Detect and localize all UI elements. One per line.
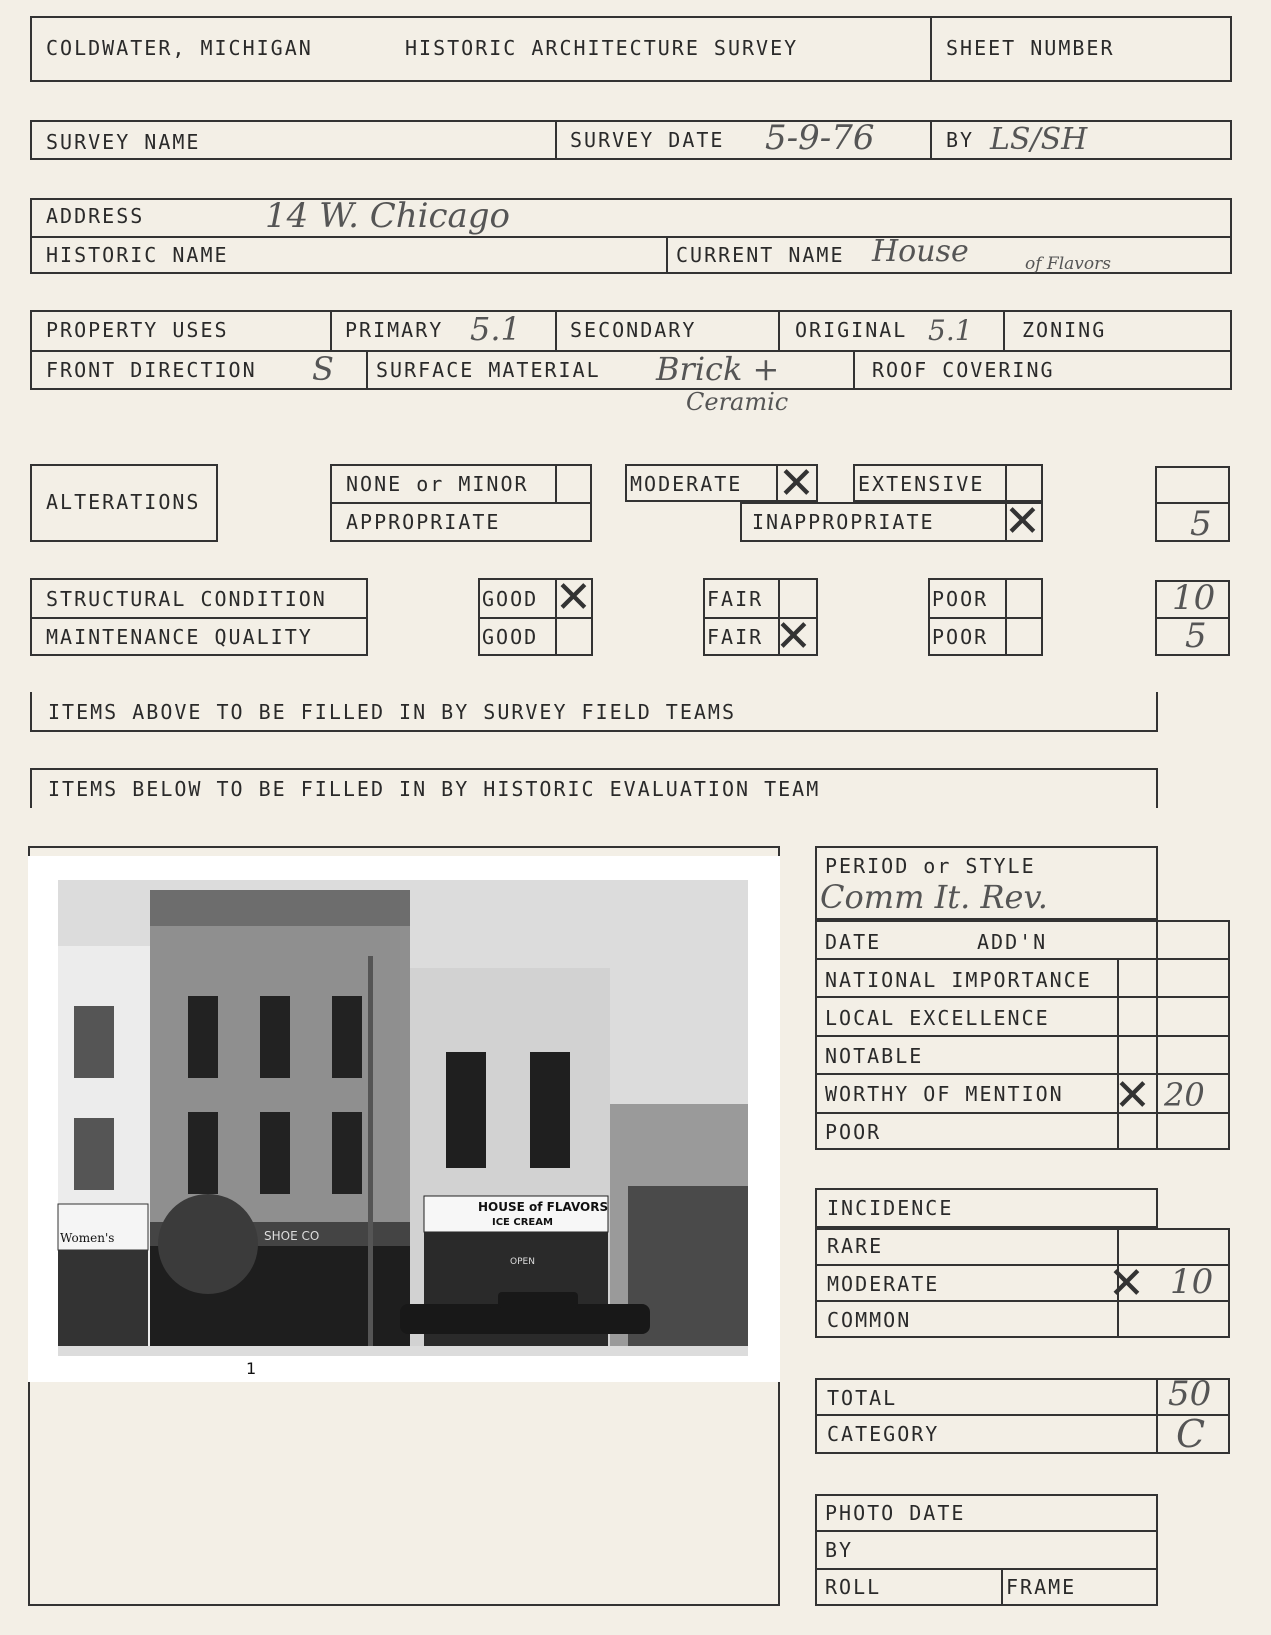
divider bbox=[815, 958, 1230, 960]
front-direction-value: S bbox=[312, 350, 334, 388]
divider bbox=[555, 464, 557, 502]
secondary-label: SECONDARY bbox=[570, 318, 697, 342]
store-sign-sub: ICE CREAM bbox=[492, 1217, 553, 1228]
alterations-label: ALTERATIONS bbox=[46, 490, 201, 514]
divider bbox=[815, 996, 1230, 998]
survey-date-label: SURVEY DATE bbox=[570, 128, 725, 152]
note-below: ITEMS BELOW TO BE FILLED IN BY HISTORIC EVALUATION TEAM bbox=[48, 777, 821, 801]
original-label: ORIGINAL bbox=[795, 318, 908, 342]
moderate-incidence-score: 10 bbox=[1170, 1262, 1214, 1302]
surface-material-value-2: Ceramic bbox=[686, 388, 789, 416]
maintenance-score: 5 bbox=[1185, 616, 1207, 656]
maintenance-fair-check: ✕ bbox=[775, 611, 812, 662]
moderate-option: MODERATE bbox=[630, 472, 743, 496]
open-sign: OPEN bbox=[510, 1257, 535, 1267]
divider bbox=[555, 310, 557, 350]
current-name-value: House bbox=[872, 234, 969, 269]
by-label: BY bbox=[946, 128, 975, 152]
divider bbox=[555, 120, 557, 160]
structural-good-option: GOOD bbox=[482, 587, 539, 611]
roll-label: ROLL bbox=[825, 1575, 882, 1599]
current-name-value-2: of Flavors bbox=[1025, 254, 1111, 274]
moderate-incidence-check: ✕ bbox=[1108, 1258, 1145, 1309]
survey-date-value: 5-9-76 bbox=[765, 118, 875, 158]
divider bbox=[930, 16, 932, 82]
divider bbox=[815, 1035, 1230, 1037]
divider bbox=[30, 617, 368, 619]
moderate-incidence-label: MODERATE bbox=[827, 1272, 940, 1296]
storefront-image bbox=[28, 856, 780, 1382]
period-style-value: Comm It. Rev. bbox=[820, 878, 1048, 916]
city-label: COLDWATER, MICHIGAN bbox=[46, 36, 313, 60]
sheet-number-label: SHEET NUMBER bbox=[946, 36, 1115, 60]
divider bbox=[30, 350, 1232, 352]
period-style-label: PERIOD or STYLE bbox=[825, 854, 1036, 878]
divider bbox=[815, 1414, 1230, 1416]
structural-fair-option: FAIR bbox=[707, 587, 764, 611]
divider bbox=[815, 1530, 1158, 1532]
maintenance-poor-option: POOR bbox=[932, 625, 989, 649]
survey-title: HISTORIC ARCHITECTURE SURVEY bbox=[405, 36, 799, 60]
address-label: ADDRESS bbox=[46, 204, 145, 228]
divider bbox=[815, 1568, 1158, 1570]
historic-name-label: HISTORIC NAME bbox=[46, 243, 229, 267]
survey-name-label: SURVEY NAME bbox=[46, 130, 201, 154]
moderate-check: ✕ bbox=[778, 458, 815, 509]
zoning-label: ZONING bbox=[1022, 318, 1107, 342]
divider bbox=[330, 502, 592, 504]
rare-label: RARE bbox=[827, 1234, 884, 1258]
by-value: LS/SH bbox=[990, 122, 1088, 157]
structural-poor-option: POOR bbox=[932, 587, 989, 611]
divider bbox=[366, 350, 368, 390]
front-direction-label: FRONT DIRECTION bbox=[46, 358, 257, 382]
divider bbox=[1005, 578, 1007, 656]
divider bbox=[1156, 1378, 1158, 1454]
local-excellence-label: LOCAL EXCELLENCE bbox=[825, 1006, 1050, 1030]
inappropriate-check: ✕ bbox=[1004, 496, 1041, 547]
maintenance-good-option: GOOD bbox=[482, 625, 539, 649]
store-sign: HOUSE of FLAVORS bbox=[478, 1200, 609, 1214]
divider bbox=[928, 617, 1043, 619]
frame-label: FRAME bbox=[1006, 1575, 1077, 1599]
photo-date-label: PHOTO DATE bbox=[825, 1501, 966, 1525]
building-photo bbox=[28, 856, 780, 1382]
structural-score: 10 bbox=[1172, 578, 1216, 618]
note-above: ITEMS ABOVE TO BE FILLED IN BY SURVEY FIELD TEAMS bbox=[48, 700, 737, 724]
roof-covering-label: ROOF COVERING bbox=[872, 358, 1055, 382]
divider bbox=[815, 1073, 1230, 1075]
original-value: 5.1 bbox=[928, 314, 973, 347]
extensive-option: EXTENSIVE bbox=[858, 472, 985, 496]
addn-label: ADD'N bbox=[977, 930, 1048, 954]
under-mark: 1 bbox=[246, 1359, 257, 1378]
inappropriate-option: INAPPROPRIATE bbox=[752, 510, 935, 534]
primary-label: PRIMARY bbox=[345, 318, 444, 342]
incidence-label: INCIDENCE bbox=[827, 1196, 954, 1220]
divider bbox=[1003, 310, 1005, 350]
structural-good-check: ✕ bbox=[555, 572, 592, 623]
none-minor-option: NONE or MINOR bbox=[346, 472, 529, 496]
category-value: C bbox=[1176, 1412, 1206, 1456]
primary-value: 5.1 bbox=[470, 310, 521, 348]
divider bbox=[815, 1264, 1230, 1266]
shop-sign: SHOE CO bbox=[264, 1229, 320, 1243]
structural-condition-label: STRUCTURAL CONDITION bbox=[46, 587, 327, 611]
current-name-label: CURRENT NAME bbox=[676, 243, 845, 267]
photo-by-label: BY bbox=[825, 1538, 854, 1562]
surface-material-label: SURFACE MATERIAL bbox=[376, 358, 601, 382]
divider bbox=[30, 236, 1232, 238]
divider bbox=[778, 310, 780, 350]
divider bbox=[930, 120, 932, 160]
divider bbox=[1001, 1568, 1003, 1606]
worthy-score: 20 bbox=[1164, 1076, 1205, 1114]
maintenance-quality-label: MAINTENANCE QUALITY bbox=[46, 625, 313, 649]
alteration-score: 5 bbox=[1190, 504, 1212, 544]
total-label: TOTAL bbox=[827, 1386, 898, 1410]
property-uses-label: PROPERTY USES bbox=[46, 318, 229, 342]
poor-label: POOR bbox=[825, 1120, 882, 1144]
notable-label: NOTABLE bbox=[825, 1044, 924, 1068]
divider bbox=[330, 310, 332, 350]
category-label: CATEGORY bbox=[827, 1422, 940, 1446]
maintenance-fair-option: FAIR bbox=[707, 625, 764, 649]
divider bbox=[853, 350, 855, 390]
worthy-check: ✕ bbox=[1114, 1070, 1151, 1121]
divider bbox=[1117, 958, 1119, 1150]
divider bbox=[815, 1300, 1230, 1302]
total-value: 50 bbox=[1168, 1374, 1212, 1414]
appropriate-option: APPROPRIATE bbox=[346, 510, 501, 534]
left-sign: Women's bbox=[60, 1231, 115, 1245]
date-label: DATE bbox=[825, 930, 882, 954]
divider bbox=[666, 236, 668, 274]
national-importance-label: NATIONAL IMPORTANCE bbox=[825, 968, 1092, 992]
common-label: COMMON bbox=[827, 1308, 912, 1332]
address-value: 14 W. Chicago bbox=[265, 196, 511, 236]
worthy-of-mention-label: WORTHY OF MENTION bbox=[825, 1082, 1064, 1106]
surface-material-value: Brick + bbox=[656, 350, 780, 388]
